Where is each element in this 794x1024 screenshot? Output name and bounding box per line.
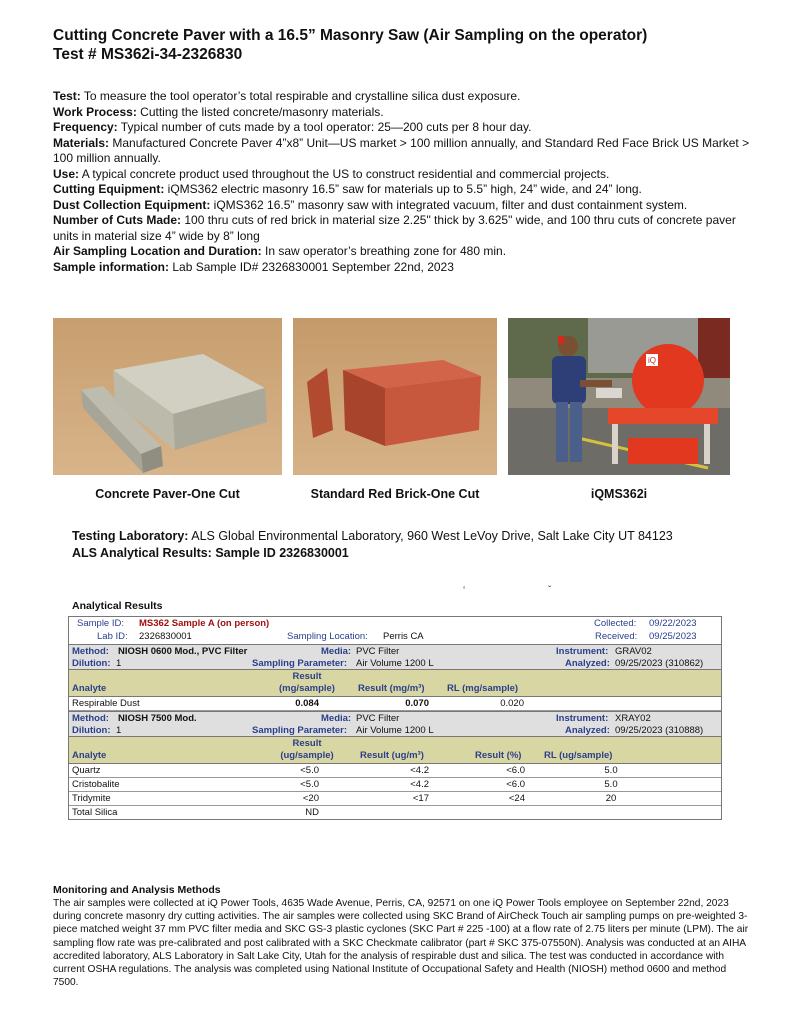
lab-id-row: Lab ID: 2326830001 Sampling Location: Perris CA Received: 09/25/2023	[97, 631, 697, 642]
red-brick-caption: Standard Red Brick-One Cut	[310, 487, 480, 501]
table-row: Cristobalite <5.0 <4.2 <6.0 5.0	[69, 778, 721, 792]
title-line-1: Cutting Concrete Paver with a 16.5” Masonry Saw (Air Sampling on the operator)	[53, 27, 648, 44]
document-title	[53, 26, 647, 64]
saw-caption: iQMS362i	[590, 487, 648, 501]
analytical-results-heading: Analytical Results	[72, 600, 163, 612]
stray-marks: ‘ ˇ	[463, 585, 592, 596]
spec-work-process: Work Process: Cutting the listed concrete/masonry materials.	[53, 104, 384, 119]
spec-sample-info: Sample information: Lab Sample ID# 2326830001 September 22nd, 2023	[53, 259, 454, 274]
table-row: Respirable Dust 0.084 0.070 0.020	[69, 697, 721, 711]
lab-address-line: Testing Laboratory: ALS Global Environmental Laboratory, 960 West LeVoy Drive, Salt Lake City UT 84123	[72, 529, 673, 543]
table-row: Tridymite <20 <17 <24 20	[69, 792, 721, 806]
spec-cutting-equipment: Cutting Equipment: iQMS362 electric masonry 16.5” saw for materials up to 5.5” high, 24” wide, and 24” long.	[53, 182, 642, 196]
table-row: Quartz <5.0 <4.2 <6.0 5.0	[69, 764, 721, 778]
red-brick-photo	[293, 318, 497, 475]
test-number: Test # MS362i-34-2326830	[53, 46, 243, 63]
monitoring-heading: Monitoring and Analysis Methods	[53, 884, 221, 896]
spec-test: Test: To measure the tool operator’s total respirable and crystalline silica dust exposure.	[53, 89, 521, 103]
spec-air-sampling: Air Sampling Location and Duration: In saw operator’s breathing zone for 480 min.	[53, 244, 507, 258]
spec-use: Use: A typical concrete product used throughout the US to construct residential and commercial projects.	[53, 166, 610, 181]
monitoring-text: The air samples were collected at iQ Power Tools, 4635 Wade Avenue, Perris, CA, 92571 on one iQ Power Tools employee on September 22nd, 2023 during concrete masonry dry cutting activities. The air samples were collected using SKC Brand of AirCheck Touch air sampling pumps on pre-weighted 3-piece matched weight 37 mm PVC filter media and SKC GS-3 plastic cyclones (SKC Part # 225 -100) at a flow rate of 2.75 liters per minute (LPM). The air sampling flow rate was pre-calibrated and post calibrated with a SKC Checkmate calibrator (part # SKC 375-07550N). Analysis was conducted at an AIHA accredited laboratory, ALS Laboratory in Salt Lake City, Utah for the analysis of respirable dust and silica. The test was conducted in accordance with current OSHA regulations. The analysis was completed using National Institute of Occupational Safety and Health (NIOSH) method 0600 and method 7500.	[53, 898, 749, 989]
spec-dust-collection: Dust Collection Equipment: iQMS362 16.5” masonry saw with integrated vacuum, filter and dust containment system.	[53, 197, 688, 212]
saw-brand-text: iQ	[648, 356, 656, 365]
spec-frequency: Frequency: Typical number of cuts made by a tool operator: 25—200 cuts per 8 hour day.	[53, 120, 532, 134]
analytical-results-table	[68, 616, 722, 820]
spec-materials: Materials: Manufactured Concrete Paver 4”x8” Unit—US market > 100 million annually, and Standard Red Face Brick US Market > 100 million annually.	[53, 135, 750, 165]
spec-number-of-cuts: Number of Cuts Made: 100 thru cuts of red brick in material size 2.25" thick by 3.625" wide, and 100 thru cuts of concrete paver units in material size 4” wide by 8” long	[53, 213, 736, 243]
saw-operator-photo	[508, 318, 730, 475]
method-0600-block: Method: NIOSH 0600 Mod., PVC Filter Media: PVC Filter Instrument: GRAV02 Dilution: 1 Sampling Parameter: Air Volume 1200 L Analyzed: 09/25/2023 (310862)	[69, 644, 721, 669]
table-row: Total Silica ND	[72, 807, 319, 818]
sample-id-row: Sample ID: MS362 Sample A (on person) Collected: 09/22/2023	[77, 618, 697, 629]
als-results-line: ALS Analytical Results: Sample ID 2326830001	[72, 546, 349, 560]
test-specifications	[53, 89, 753, 275]
testing-laboratory	[72, 528, 673, 562]
concrete-paver-photo	[53, 318, 282, 475]
method-0600-header: Analyte Result (mg/sample) Result (mg/m³) RL (mg/sample)	[69, 669, 721, 697]
method-7500-header: Analyte Result (ug/sample) Result (ug/m³) Result (%) RL (ug/sample)	[69, 736, 721, 764]
concrete-paver-caption: Concrete Paver-One Cut	[95, 487, 240, 501]
method-7500-block: Method: NIOSH 7500 Mod. Media: PVC Filter Instrument: XRAY02 Dilution: 1 Sampling Parameter: Air Volume 1200 L Analyzed: 09/25/2023 (310888)	[69, 711, 721, 736]
